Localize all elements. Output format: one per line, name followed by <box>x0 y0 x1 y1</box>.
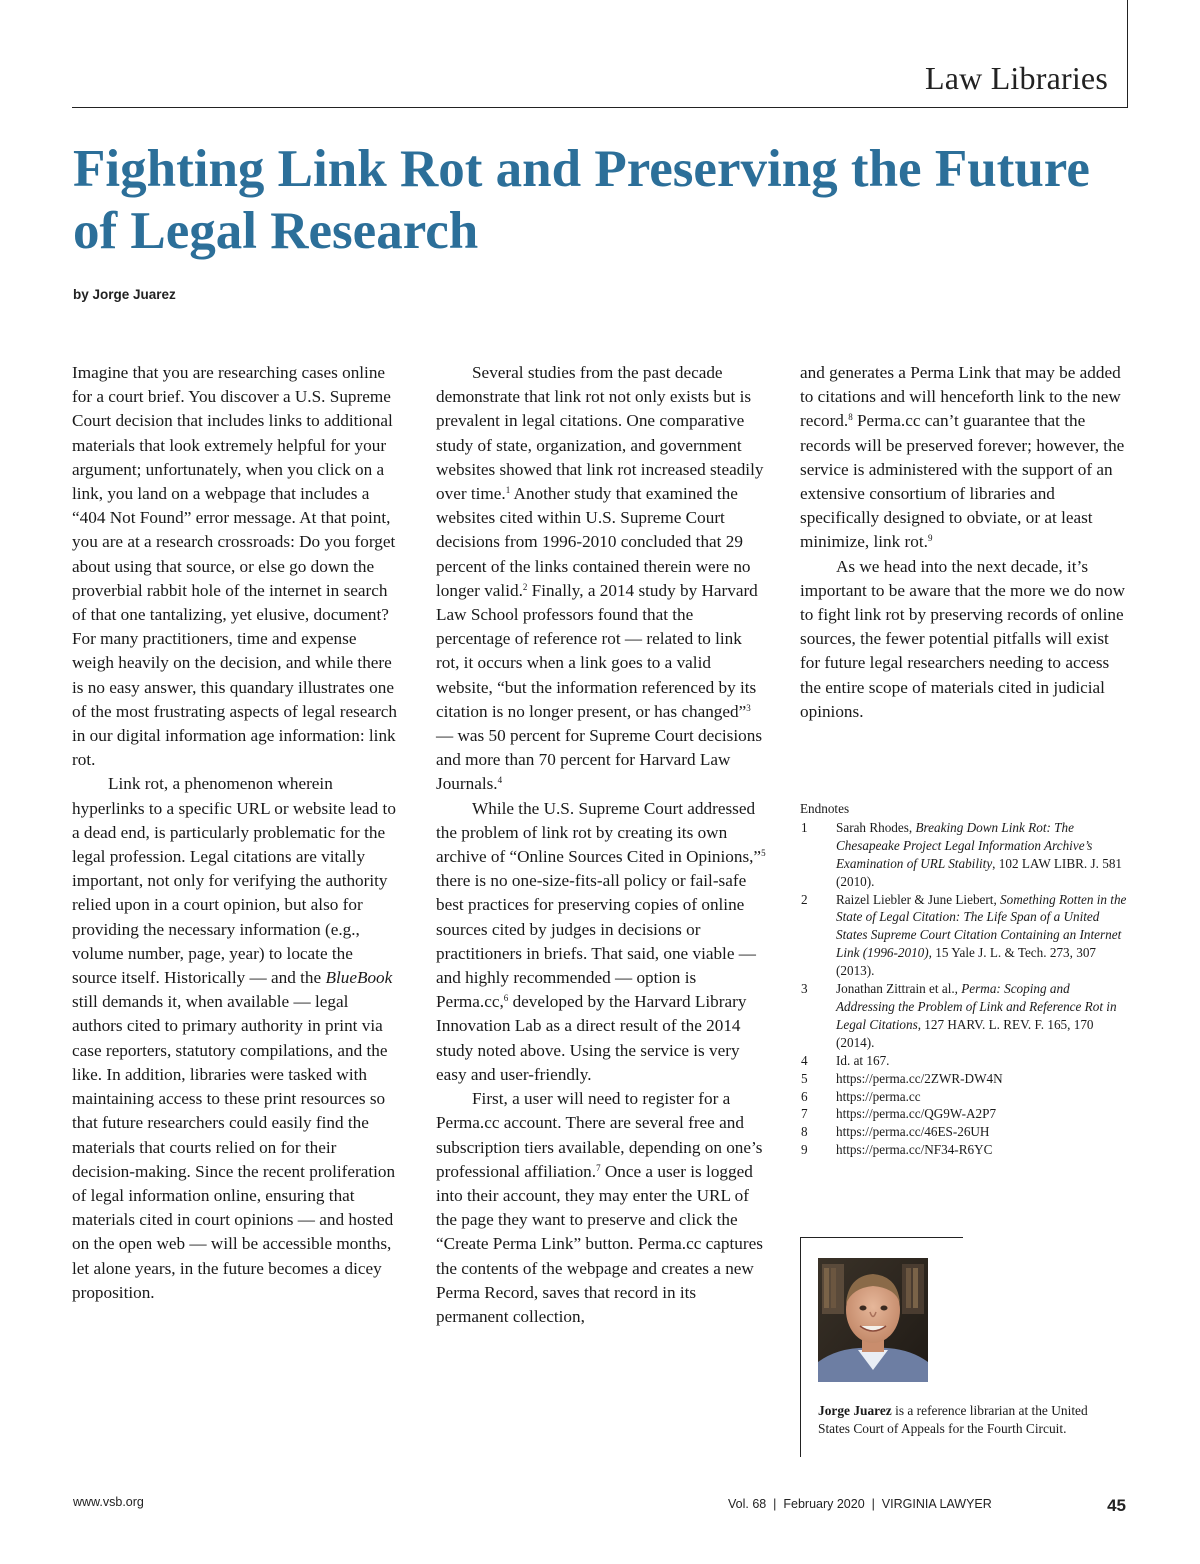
endnote-item[interactable]: 9 https://perma.cc/NF34-R6YC <box>801 1142 993 1158</box>
article-column-1 <box>72 361 402 1305</box>
paragraph: First, a user will need to register for a Perma.cc account. There are several free and subscription tiers available, depending on one’s professional affiliation.$^7$ Once a user is logged into their account, they may enter the URL of the page they want to preserve and click the “Create Perma Link” button. Perma.cc captures the contents of the webpage and creates a new Perma Record, saves that record in its permanent collection, <box>436 1089 763 1326</box>
author-name: Jorge Juarez <box>818 1403 892 1418</box>
endnote-item: 1 Sarah Rhodes, Breaking Down Link Rot: The Chesapeake Project Legal Information Archive’s Examination of URL Stability, 102 LAW LIBR. J. 581 (2010). <box>801 819 1123 889</box>
paragraph: Link rot, a phenomenon wherein hyperlinks to a specific URL or website lead to a dead end, is particularly problematic for the legal profession. Legal citations are vitally important, not only for verifying the authority relied upon in a court opinion, but also for providing the necessary information (e.g., volume number, page, year) to locate the source itself. Historically — and the BlueBook still demands it, when available — legal authors cited to primary authority in print via case reporters, statutory compilations, and the like. In addition, libraries were tasked with maintaining access to these print resources so that future researchers could easily find the materials that courts relied on for their decision-making. Since the recent proliferation of legal information online, ensuring that materials cited in court opinions — and hosted on the open web — will be accessible months, let alone years, in the future becomes a dicey proposition. <box>72 774 396 1302</box>
page-number: 45 <box>1107 1496 1126 1515</box>
endnote-item[interactable]: 8 https://perma.cc/46ES-26UH <box>801 1124 990 1140</box>
footnote-ref[interactable]: 6 <box>503 993 509 1004</box>
endnotes-list <box>800 819 1130 1159</box>
footnote-ref[interactable]: 9 <box>927 533 933 544</box>
author-portrait-image <box>818 1258 928 1382</box>
header-horizontal-rule <box>72 107 1128 108</box>
author-bio: Jorge Juarez is a reference librarian at the United States Court of Appeals for the Fourth Circuit. <box>818 1403 1088 1436</box>
article-column-2 <box>436 361 766 1329</box>
paragraph: and generates a Perma Link that may be added to citations and will henceforth link to the new record.$^8$ Perma.cc can’t guarantee that the records will be preserved forever; however, the service is administered with the support of an extensive consortium of libraries and specifically designed to obviate, or at least minimize, link rot.$^9$ <box>800 363 1125 552</box>
footnote-ref[interactable]: 1 <box>505 485 511 496</box>
endnote-item[interactable]: 7 https://perma.cc/QG9W-A2P7 <box>801 1106 997 1122</box>
paragraph: Imagine that you are researching cases online for a court brief. You discover a U.S. Supreme Court decision that includes links to additional materials that look extremely helpful for your argument; unfortunately, when you click on a link, you land on a webpage that includes a “404 Not Found” error message. At that point, you are at a research crossroads: Do you forget about using that source, or else go down the proverbial rabbit hole of the internet in search of that one tantalizing, yet elusive, document? For many practitioners, time and expense weigh heavily on the decision, and while there is no easy answer, this quandary illustrates one of the most frustrating aspects of legal research in our digital information age information: link rot. <box>72 363 398 770</box>
footer-issue-info: Vol. 68 | February 2020 | VIRGINIA LAWYER <box>728 1497 992 1511</box>
endnote-item: 2 Raizel Liebler & June Liebert, Something Rotten in the State of Legal Citation: The Life Span of a United States Supreme Court Citation Containing an Internet Link (1996-2010), 15 Yale J. L. & Tech. 273, 307 (2013). <box>801 891 1127 979</box>
endnote-link[interactable]: https://perma.cc/NF34-R6YC <box>836 1142 993 1158</box>
article-title: Fighting Link Rot and Preserving the Future of Legal Research <box>73 140 1090 260</box>
endnote-item[interactable]: 5 https://perma.cc/2ZWR-DW4N <box>801 1070 1003 1086</box>
paragraph: As we head into the next decade, it’s important to be aware that the more we do now to fight link rot by preserving records of online sources, the fewer potential pitfalls will exist for future legal researchers needing to access the entire scope of materials cited in judicial opinions. <box>800 556 1126 721</box>
header-vertical-rule <box>1127 0 1128 108</box>
article-column-3 <box>800 361 1130 724</box>
footnote-ref[interactable]: 2 <box>522 581 528 592</box>
footnote-ref[interactable]: 7 <box>596 1162 601 1173</box>
footnote-ref[interactable]: 3 <box>746 702 751 713</box>
endnote-item: 4 Id. at 167. <box>801 1052 890 1068</box>
endnote-link[interactable]: https://perma.cc/QG9W-A2P7 <box>836 1106 997 1122</box>
byline: by Jorge Juarez <box>73 287 176 302</box>
endnotes <box>800 800 1130 1159</box>
endnote-link[interactable]: https://perma.cc <box>836 1088 921 1104</box>
endnotes-heading: Endnotes <box>800 801 850 816</box>
endnote-link[interactable]: https://perma.cc/46ES-26UH <box>836 1124 990 1140</box>
section-label: Law Libraries <box>925 60 1108 96</box>
author-photo <box>818 1258 928 1382</box>
endnote-item: 3 Jonathan Zittrain et al., Perma: Scoping and Addressing the Problem of Link and Reference Rot in Legal Citations, 127 HARV. L. REV. F. 165, 170 (2014). <box>801 981 1117 1050</box>
endnote-link[interactable]: https://perma.cc/2ZWR-DW4N <box>836 1070 1003 1086</box>
footnote-ref[interactable]: 4 <box>497 775 503 786</box>
footer-site-url[interactable]: www.vsb.org <box>73 1495 144 1509</box>
bio-box-left-rule <box>800 1237 801 1457</box>
paragraph: While the U.S. Supreme Court addressed the problem of link rot by creating its own archive of “Online Sources Cited in Opinions,”$^5$ there is no one-size-fits-all policy or fail-safe best practices for preserving copies of online sources cited by judges in decisions or practitioners in briefs. That said, one viable — and highly recommended — option is Perma.cc,$^6$ developed by the Harvard Library Innovation Lab as a direct result of the 2014 study noted above. Using the service is very easy and user-friendly. <box>436 798 766 1084</box>
footnote-ref[interactable]: 8 <box>848 412 853 423</box>
endnote-item[interactable]: 6 https://perma.cc <box>801 1088 921 1104</box>
paragraph: Several studies from the past decade demonstrate that link rot not only exists but is prevalent in legal citations. One comparative study of state, organization, and government websites showed that link rot increased steadily over time.$^1$ Another study that examined the websites cited within U.S. Supreme Court decisions from 1996-2010 concluded that 29 percent of the links contained therein were no longer valid.$^2$ Finally, a 2014 study by Harvard Law School professors found that the percentage of reference rot — related to link rot, it occurs when a link goes to a valid website, “but the information referenced by its citation is no longer present, or has changed”$^3$ — was 50 percent for Supreme Court decisions and more than 70 percent for Harvard Law Journals.$^4$ <box>436 363 764 794</box>
footnote-ref[interactable]: 5 <box>761 848 766 859</box>
bio-box-top-rule <box>800 1237 963 1238</box>
